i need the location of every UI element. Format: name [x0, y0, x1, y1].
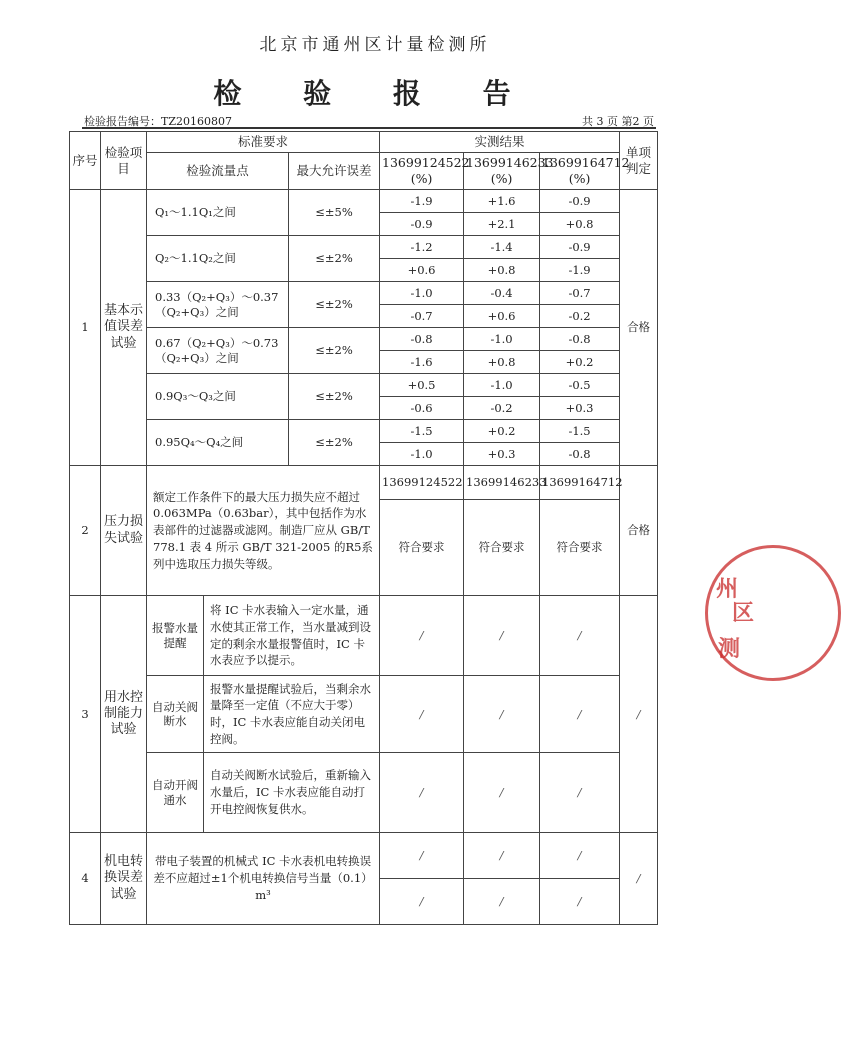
- value-cell: -1.2: [380, 236, 464, 259]
- value-cell: -1.6: [380, 351, 464, 374]
- seal-char: 测: [718, 636, 741, 662]
- section1-flow-6: 0.95Q₄～Q₄之间: [147, 420, 289, 466]
- result-cell: 符合要求: [540, 500, 620, 596]
- value-cell: -1.9: [380, 190, 464, 213]
- value-cell: +0.8: [540, 213, 620, 236]
- section1-flow-1: Q₁～1.1Q₁之间: [147, 190, 289, 236]
- section4-seq: 4: [70, 833, 101, 925]
- section1-flow-5: 0.9Q₃～Q₃之间: [147, 374, 289, 420]
- value-cell: +0.5: [380, 374, 464, 397]
- slash-cell: /: [380, 879, 464, 925]
- value-cell: +0.2: [464, 420, 540, 443]
- section3-item: 用水控制能力试验: [101, 596, 147, 833]
- slash-cell: /: [540, 596, 620, 676]
- header-tolerance: 最大允许误差: [289, 153, 380, 190]
- value-cell: -1.0: [464, 328, 540, 351]
- slash-cell: /: [464, 676, 540, 753]
- meter-id: 13699146233: [464, 466, 540, 500]
- slash-cell: /: [464, 753, 540, 833]
- value-cell: -0.8: [540, 443, 620, 466]
- value-cell: -1.0: [380, 282, 464, 305]
- value-cell: -0.5: [540, 374, 620, 397]
- value-cell: -1.9: [540, 259, 620, 282]
- section1-tol-2: ≤±2%: [289, 236, 380, 282]
- organization-name: 北京市通州区计量检测所: [259, 35, 491, 55]
- section1-tol-1: ≤±5%: [289, 190, 380, 236]
- slash-cell: /: [380, 833, 464, 879]
- value-cell: +0.8: [464, 259, 540, 282]
- slash-cell: /: [380, 596, 464, 676]
- inspection-table: [69, 131, 658, 925]
- slash-cell: /: [540, 676, 620, 753]
- section3-sub-2: 自动关阀断水: [147, 676, 204, 753]
- section4-desc: 带电子装置的机械式 IC 卡水表机电转换误差不应超过±1个机电转换信号当量（0.1）m³: [147, 833, 380, 925]
- value-cell: -1.4: [464, 236, 540, 259]
- value-cell: -0.9: [540, 236, 620, 259]
- section4-item: 机电转换误差试验: [101, 833, 147, 925]
- section2-verdict: 合格: [620, 466, 658, 596]
- slash-cell: /: [464, 879, 540, 925]
- slash-cell: /: [540, 879, 620, 925]
- value-cell: +0.2: [540, 351, 620, 374]
- section3-sub-3: 自动开阀通水: [147, 753, 204, 833]
- section4-verdict: /: [620, 833, 658, 925]
- header-rule: [82, 127, 656, 129]
- value-cell: -0.9: [380, 213, 464, 236]
- result-cell: 符合要求: [380, 500, 464, 596]
- section3-desc-2: 报警水量提醒试验后，当剩余水量降至一定值（不应大于零）时，IC 卡水表应能自动关闭电控阀。: [204, 676, 380, 753]
- value-cell: -0.2: [540, 305, 620, 328]
- section2-item: 压力损失试验: [101, 466, 147, 596]
- section1-tol-5: ≤±2%: [289, 374, 380, 420]
- section3-verdict: /: [620, 596, 658, 833]
- report-number: 检验报告编号：TZ20160807: [84, 115, 232, 128]
- slash-cell: /: [540, 753, 620, 833]
- header-meter-2: 13699146233 (%): [464, 153, 540, 190]
- slash-cell: /: [380, 676, 464, 753]
- section1-item: 基本示值误差试验: [101, 190, 147, 466]
- header-standard: 标准要求: [147, 132, 380, 153]
- value-cell: -0.2: [464, 397, 540, 420]
- value-cell: -1.5: [540, 420, 620, 443]
- section1-verdict: 合格: [620, 190, 658, 466]
- section3-sub-1: 报警水量提醒: [147, 596, 204, 676]
- section2-desc: 额定工作条件下的最大压力损失应不超过 0.063MPa（0.63bar），其中包括作为水表部件的过滤器或滤网。制造厂应从 GB/T 778.1 表 4 所示 GB/T 321-2005 的R5系列中选取压力损失等级。: [147, 466, 380, 596]
- value-cell: -0.6: [380, 397, 464, 420]
- value-cell: -0.7: [380, 305, 464, 328]
- header-flow-point: 检验流量点: [147, 153, 289, 190]
- section1-tol-6: ≤±2%: [289, 420, 380, 466]
- value-cell: -1.0: [464, 374, 540, 397]
- value-cell: -0.4: [464, 282, 540, 305]
- section3-seq: 3: [70, 596, 101, 833]
- section3-desc-1: 将 IC 卡水表输入一定水量，通水使其正常工作，当水量减到设定的剩余水量报警值时，IC 卡水表应予以提示。: [204, 596, 380, 676]
- value-cell: -0.8: [380, 328, 464, 351]
- header-seq: 序号: [70, 132, 101, 190]
- meter-id: 13699124522: [380, 466, 464, 500]
- value-cell: -1.5: [380, 420, 464, 443]
- official-seal: [705, 545, 841, 681]
- value-cell: +0.3: [540, 397, 620, 420]
- section1-tol-4: ≤±2%: [289, 328, 380, 374]
- section3-desc-3: 自动关阀断水试验后，重新输入水量后，IC 卡水表应能自动打开电控阀恢复供水。: [204, 753, 380, 833]
- value-cell: -0.8: [540, 328, 620, 351]
- value-cell: -0.9: [540, 190, 620, 213]
- slash-cell: /: [464, 833, 540, 879]
- slash-cell: /: [380, 753, 464, 833]
- section1-seq: 1: [70, 190, 101, 466]
- seal-char: 区: [732, 600, 755, 626]
- seal-char: 州: [716, 576, 739, 602]
- value-cell: +2.1: [464, 213, 540, 236]
- page-count: 共 3 页 第2 页: [582, 115, 654, 128]
- slash-cell: /: [464, 596, 540, 676]
- value-cell: -0.7: [540, 282, 620, 305]
- header-results: 实测结果: [380, 132, 620, 153]
- value-cell: +0.3: [464, 443, 540, 466]
- header-meter-3: 13699164712 (%): [540, 153, 620, 190]
- header-meter-1: 13699124522 (%): [380, 153, 464, 190]
- header-item: 检验项目: [101, 132, 147, 190]
- value-cell: +0.6: [380, 259, 464, 282]
- value-cell: +1.6: [464, 190, 540, 213]
- meter-id: 13699164712: [540, 466, 620, 500]
- section2-seq: 2: [70, 466, 101, 596]
- header-verdict: 单项判定: [620, 132, 658, 190]
- report-title: 检 验 报 告: [213, 77, 537, 110]
- slash-cell: /: [540, 833, 620, 879]
- value-cell: +0.8: [464, 351, 540, 374]
- section1-flow-2: Q₂～1.1Q₂之间: [147, 236, 289, 282]
- value-cell: +0.6: [464, 305, 540, 328]
- section1-tol-3: ≤±2%: [289, 282, 380, 328]
- value-cell: -1.0: [380, 443, 464, 466]
- section1-flow-4: 0.67（Q₂+Q₃）～0.73（Q₂+Q₃）之间: [147, 328, 289, 374]
- result-cell: 符合要求: [464, 500, 540, 596]
- section1-flow-3: 0.33（Q₂+Q₃）～0.37（Q₂+Q₃）之间: [147, 282, 289, 328]
